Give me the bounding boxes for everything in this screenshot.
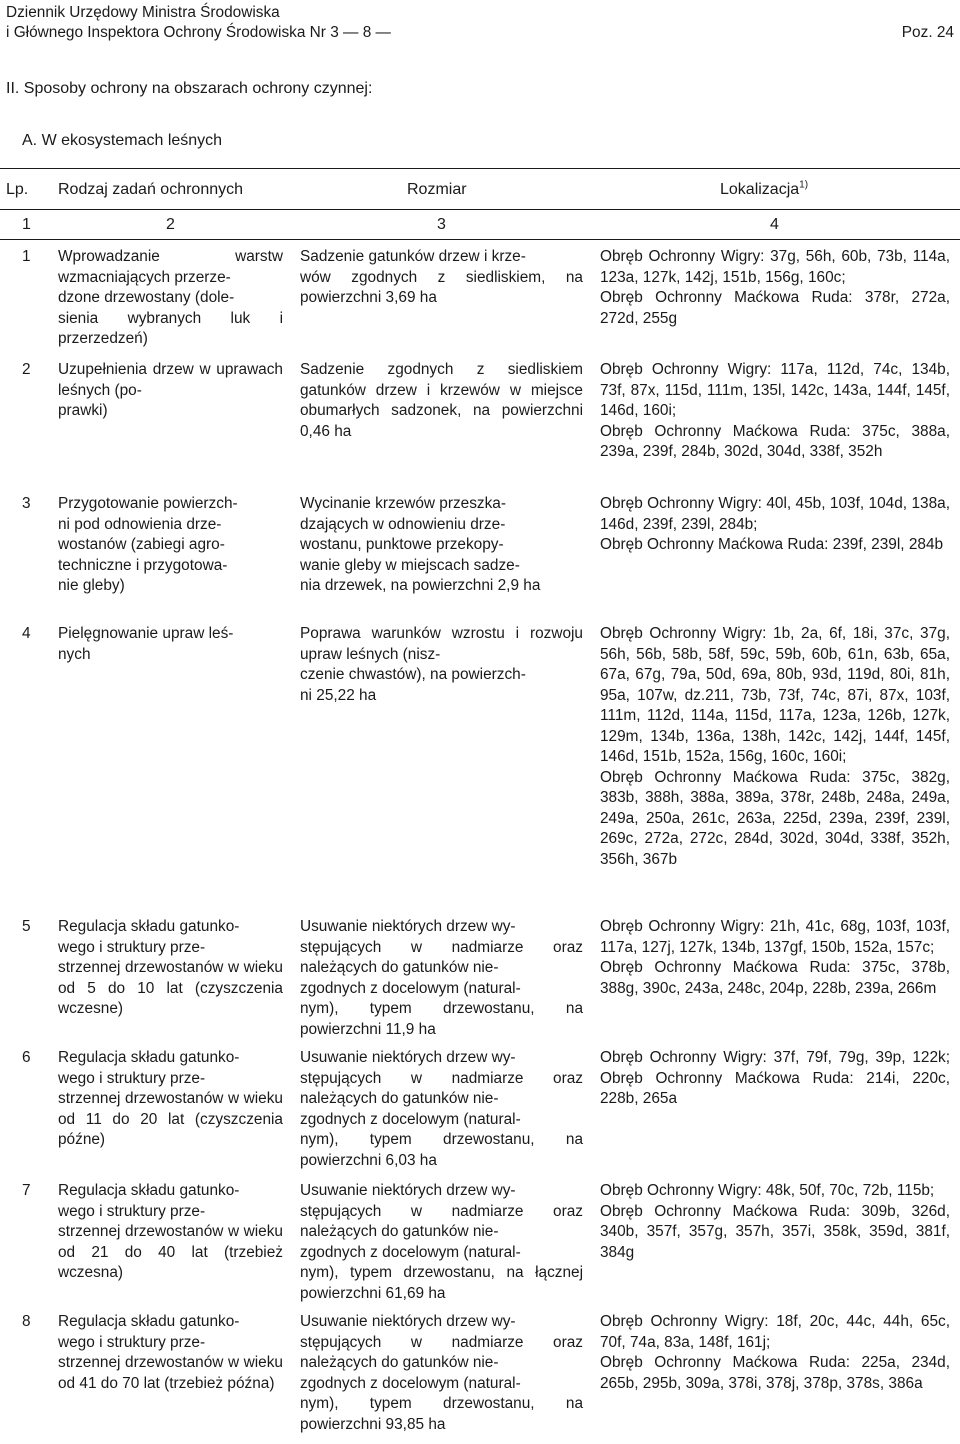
col-number-2: 2: [166, 216, 175, 233]
table-top-rule: [0, 168, 960, 169]
row-size: Sadzenie gatunków drzew i krze- wów zgodnych z siedliskiem, na powierzchni 3,69 ha: [300, 248, 583, 306]
journal-title-line2-text: i Głównego Inspektora Ochrony Środowiska Nr 3 — 8 —: [6, 24, 391, 41]
row-size: Usuwanie niektórych drzew wy- stępujących w nadmiarze oraz należących do gatunków nie- zgodnych z docelowym (natural- nym), typem drzewostanu, na powierzchni 6,03 ha: [300, 1049, 583, 1169]
row-size: Sadzenie zgodnych z siedliskiem gatunków drzew i krzewów w miejsce obumarłych sadzonek, na powierzchni 0,46 ha: [300, 361, 583, 440]
row-size: Usuwanie niektórych drzew wy- stępujących w nadmiarze oraz należących do gatunków nie- zgodnych z docelowym (natural- nym), typem drzewostanu, na powierzchni 93,85 ha: [300, 1313, 583, 1433]
row-task: Pielęgnowanie upraw leś- nych: [58, 625, 234, 663]
col-number-3: 3: [437, 216, 446, 233]
row-number: 7: [22, 1182, 31, 1199]
row-number: 5: [22, 918, 31, 935]
section-title: II. Sposoby ochrony na obszarach ochrony czynnej:: [6, 80, 373, 97]
row-location: Obręb Ochronny Wigry: 37g, 56h, 60b, 73b, 114a, 123a, 127k, 142j, 151b, 156g, 160c; Obręb Ochronny Maćkowa Ruda: 378r, 272a, 272d, 255g: [600, 248, 950, 327]
row-number: 1: [22, 248, 31, 265]
col-number-rule: [0, 239, 960, 240]
header-rule: [0, 209, 960, 210]
subsection-title: A. W ekosystemach leśnych: [22, 132, 223, 149]
journal-title-line2: [6, 23, 954, 43]
row-location: Obręb Ochronny Wigry: 37f, 79f, 79g, 39p, 122k; Obręb Ochronny Maćkowa Ruda: 214i, 220c, 228b, 265a: [600, 1049, 950, 1107]
row-location: Obręb Ochronny Wigry: 1b, 2a, 6f, 18i, 37c, 37g, 56h, 56b, 58b, 58f, 59c, 59b, 60b, 61n, 63b, 65a, 67a, 67g, 79a, 50d, 69a, 80b, 93d, 119d, 80i, 81h, 95a, 107w, dz.211, 73b, 73f, 74c, 87i, 87x, 103f, 111m, 112d, 114a, 115d, 117a, 123a, 126b, 127k, 129m, 134b, 136a, 138h, 142c, 142j, 144f, 145f, 146d, 151b, 152a, 156g, 160c, 160i; Obręb Ochronny Maćkowa Ruda: 375c, 382g, 383b, 388h, 388a, 389a, 378r, 248b, 248a, 249a, 249a, 250a, 261c, 263a, 225d, 239a, 239f, 239l, 269c, 272a, 272c, 284d, 302d, 304d, 338f, 352h, 356h, 367b: [600, 625, 950, 868]
row-location: Obręb Ochronny Wigry: 21h, 41c, 68g, 103f, 103f, 117a, 127j, 127k, 134b, 137gf, 150b, 152a, 157c; Obręb Ochronny Maćkowa Ruda: 375c, 378b, 388g, 390c, 243a, 248c, 204p, 228b, 239a, 266m: [600, 918, 950, 997]
row-task: Wprowadzanie warstw wzmacniających przerze- dzone drzewostany (dole- sienia wybranych luk i przerzedzeń): [58, 248, 283, 347]
row-size: Poprawa warunków wzrostu i rozwoju upraw leśnych (nisz- czenie chwastów), na powierzch- ni 25,22 ha: [300, 625, 583, 704]
row-size: Usuwanie niektórych drzew wy- stępujących w nadmiarze oraz należących do gatunków nie- zgodnych z docelowym (natural- nym), typem drzewostanu, na łącznej powierzchni 61,69 ha: [300, 1182, 583, 1302]
page-header: [6, 3, 954, 43]
row-location: Obręb Ochronny Wigry: 18f, 20c, 44c, 44h, 65c, 70f, 74a, 83a, 148f, 161j; Obręb Ochronny Maćkowa Ruda: 225a, 234d, 265b, 295b, 309a, 378i, 378j, 378p, 378s, 386a: [600, 1313, 950, 1392]
row-number: 8: [22, 1313, 31, 1330]
row-location: Obręb Ochronny Wigry: 40l, 45b, 103f, 104d, 138a, 146d, 239f, 239l, 284b; Obręb Ochronny Maćkowa Ruda: 239f, 239l, 284b: [600, 495, 950, 553]
col-number-4: 4: [770, 216, 779, 233]
row-size: Usuwanie niektórych drzew wy- stępujących w nadmiarze oraz należących do gatunków nie- zgodnych z docelowym (natural- nym), typem drzewostanu, na powierzchni 11,9 ha: [300, 918, 583, 1038]
row-number: 2: [22, 361, 31, 378]
row-task: Regulacja składu gatunko- wego i struktury prze- strzennej drzewostanów w wieku od 5 do 10 lat (czyszczenia wczesne): [58, 918, 283, 1017]
header-lp: Lp.: [6, 181, 29, 198]
header-task-type: Rodzaj zadań ochronnych: [58, 181, 244, 198]
row-number: 6: [22, 1049, 31, 1066]
row-task: Regulacja składu gatunko- wego i struktury prze- strzennej drzewostanów w wieku od 11 do 20 lat (czyszczenia późne): [58, 1049, 283, 1148]
header-location-footnote: 1): [799, 179, 809, 191]
row-number: 3: [22, 495, 31, 512]
col-number-1: 1: [22, 216, 31, 233]
row-task: Przygotowanie powierzch- ni pod odnowienia drze- wostanów (zabiegi agro- techniczne i przygotowa- nie gleby): [58, 495, 238, 594]
row-number: 4: [22, 625, 31, 642]
row-size: Wycinanie krzewów przeszka- dzających w odnowieniu drze- wostanu, punktowe przekopy- wanie gleby w miejscach sadze- nia drzewek, na powierzchni 2,9 ha: [300, 495, 541, 594]
row-location: Obręb Ochronny Wigry: 48k, 50f, 70c, 72b, 115b; Obręb Ochronny Maćkowa Ruda: 309b, 326d, 340b, 357f, 357g, 357h, 357i, 358k, 359d, 381f, 384g: [600, 1182, 950, 1261]
row-task: Regulacja składu gatunko- wego i struktury prze- strzennej drzewostanów w wieku od 21 do 40 lat (trzebież wczesna): [58, 1182, 283, 1281]
position-number: Poz. 24: [901, 24, 954, 41]
journal-title-line1: Dziennik Urzędowy Ministra Środowiska: [6, 4, 280, 21]
header-size: Rozmiar: [407, 181, 467, 198]
header-location-text: Lokalizacja: [720, 181, 800, 198]
row-location: Obręb Ochronny Wigry: 117a, 112d, 74c, 134b, 73f, 87x, 115d, 111m, 135l, 142c, 143a, 144f, 145f, 146d, 160i; Obręb Ochronny Maćkowa Ruda: 375c, 388a, 239a, 239f, 284b, 302d, 304d, 338f, 352h: [600, 361, 950, 460]
row-task: Regulacja składu gatunko- wego i struktury prze- strzennej drzewostanów w wieku od 41 do 70 lat (trzebież późna): [58, 1313, 283, 1392]
row-task: Uzupełnienia drzew w uprawach leśnych (po- prawki): [58, 361, 283, 419]
header-location: [720, 180, 808, 200]
